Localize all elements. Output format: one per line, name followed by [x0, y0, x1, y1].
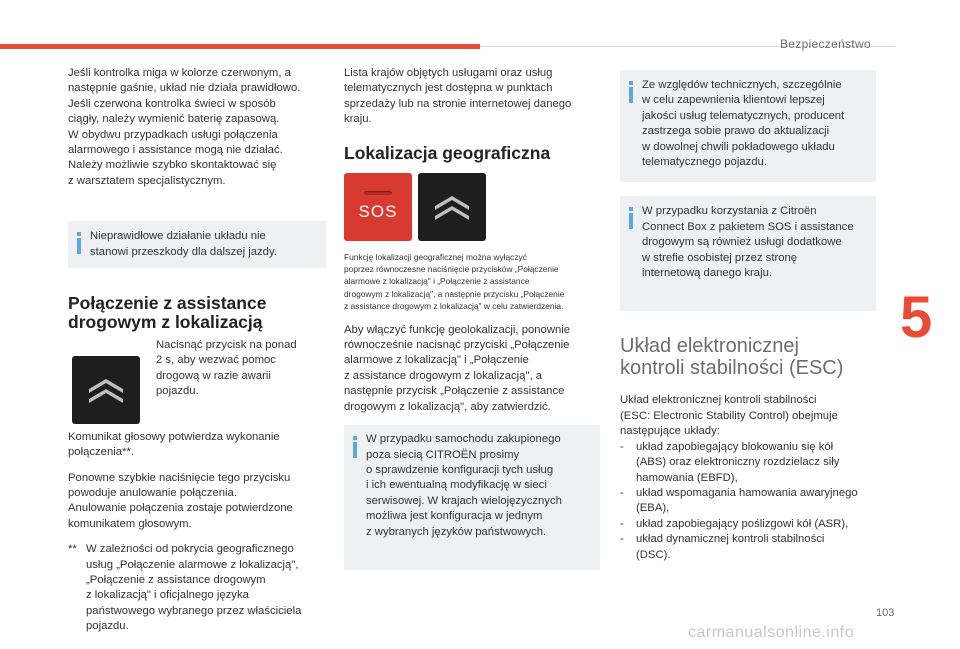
citroen-chevron-icon [87, 375, 125, 405]
text-line: hamowania (EBFD), [636, 471, 738, 484]
text-line: Należy możliwie szybko skontaktować się [68, 159, 277, 172]
text-line: z assistance drogowym z lokalizacją", a [344, 369, 543, 382]
footnote-mark: ** [68, 543, 77, 556]
text-line: poprzez równoczesne naciśnięcie przycisków „Połączenie [344, 264, 559, 275]
text-line: Connect Box z pakietem SOS i assistance [642, 220, 854, 233]
text-line: Ponowne szybkie naciśnięcie tego przycisku [68, 471, 291, 484]
text-line: W przypadku korzystania z Citroën [642, 205, 817, 218]
text-line: (DSC). [636, 548, 671, 561]
text-line: kontroli stabilności (ESC) [620, 357, 844, 380]
text-line: z warsztatem specjalistycznym. [68, 174, 226, 187]
section-title: Bezpieczeństwo [780, 37, 871, 51]
text-line: komunikatem głosowym. [68, 517, 192, 530]
text-line: Połączenie z assistance [68, 293, 267, 314]
sos-label: SOS [358, 202, 398, 222]
text-line: Funkcję lokalizacji geograficznej można wyłączyć [344, 251, 527, 262]
note-text [366, 432, 590, 540]
press-instruction [156, 338, 297, 400]
text-line: W zależności od pokrycia geograficznego [86, 543, 294, 556]
text-line: W przypadku samochodu zakupionego [366, 433, 561, 446]
text-line: równocześnie nacisnąć przyciski „Połączenie [344, 339, 570, 352]
text-line: układ dynamicznej kontroli stabilności [636, 533, 825, 546]
text-line: następnie przycisk „Połączenie z assistance [344, 385, 565, 398]
text-line: (ABS) oraz elektroniczny rozdzielacz siły [636, 456, 840, 469]
text-line: telematycznych jest dostępna w punktach [344, 82, 553, 95]
text-line: 2 s, aby wezwać pomoc [156, 354, 276, 367]
assistance-button-image-2 [418, 173, 486, 241]
esc-heading [620, 335, 876, 379]
text-line: w dowolnej chwili pokładowego układu [642, 140, 835, 153]
text-line: następnie gaśnie, układ nie działa prawidłowo. [68, 82, 301, 95]
note-text [90, 229, 316, 260]
text-line: pojazdu. [156, 385, 199, 398]
info-note-technical [620, 70, 876, 182]
text-line: połączenia**. [68, 446, 134, 459]
text-line: alarmowe z lokalizacją" i „Połączenie [344, 354, 529, 367]
text-line: Ze względów technicznych, szczególnie [642, 79, 842, 91]
list-item [620, 517, 876, 532]
note-text [642, 204, 866, 281]
text-line: układ zapobiegający poślizgowi kół (ASR), [636, 517, 849, 530]
text-line: drogową w razie awarii [156, 369, 271, 382]
sos-button-image [344, 173, 412, 241]
enable-geolocation-paragraph [344, 323, 600, 415]
footnote-text [86, 542, 301, 634]
assistance-call-row [68, 338, 326, 400]
text-line: serwisowej. W krajach wielojęzycznych [366, 494, 562, 507]
list-item [620, 440, 876, 486]
confirmation-text [68, 430, 326, 461]
text-line: w celu zapewnienia klientowi lepszej [642, 94, 825, 107]
text-line: następujące układy: [620, 425, 720, 438]
esc-systems-list [620, 440, 876, 563]
citroen-chevron-icon [433, 192, 471, 222]
text-line: możliwa jest konfiguracja w jednym [366, 510, 543, 523]
text-line: z assistance drogowym z lokalizacją" w celu zatwierdzenia. [344, 301, 564, 312]
text-line: zastrzega sobie prawo do aktualizacji [642, 125, 830, 138]
text-line: alarmowego i assistance mogą nie działać. [68, 144, 283, 157]
text-line: internetową danego kraju. [642, 267, 773, 280]
text-line: Aby włączyć funkcję geolokalizacji, ponownie [344, 323, 571, 336]
note-text [642, 78, 866, 170]
text-line: drogowym z lokalizacją [68, 312, 263, 333]
info-note-citroen-network [344, 425, 600, 570]
geolocation-buttons [344, 173, 600, 241]
text-line: drogowym są również usługi dodatkowe [642, 236, 842, 249]
text-line: (EBA), [636, 502, 670, 515]
text-line: Anulowanie połączenia zostaje potwierdzone [68, 502, 293, 515]
text-line: poza siecią CITROËN prosimy [366, 448, 520, 461]
info-icon [629, 81, 633, 103]
text-line: państwowego wybranego przez właściciela [86, 604, 302, 617]
text-line: sprzedaży lub na stronie internetowej danego [344, 97, 572, 110]
text-line: usług „Połączenie alarmowe z lokalizacją", [86, 558, 299, 571]
text-line: Lista krajów objętych usługami oraz usług [344, 67, 553, 79]
text-line: układ zapobiegający blokowaniu się kół [636, 440, 834, 453]
text-line: W obydwu przypadkach usługi połączenia [68, 128, 278, 141]
list-item [620, 532, 876, 563]
geolocation-caption [344, 251, 600, 313]
text-line: telematycznego pojazdu. [642, 156, 767, 169]
assistance-heading [68, 294, 326, 332]
text-line: pojazdu. [86, 620, 129, 633]
text-line: powoduje anulowanie połączenia. [68, 486, 237, 499]
cancel-text [68, 471, 326, 533]
text-line: i ich ewentualną modyfikację w sieci [366, 479, 547, 492]
text-line: z lokalizacją" i oficjalnego języka [86, 589, 249, 602]
text-line: z wybranych języków państwowych. [366, 525, 547, 538]
column-1 [68, 66, 326, 635]
sos-button-slot [364, 191, 392, 195]
text-line: „Połączenie z assistance drogowym [86, 573, 266, 586]
text-line: stanowi przeszkody dla dalszej jazdy. [90, 245, 277, 258]
text-line: ciągły, należy wymienić baterię zapasową. [68, 113, 280, 126]
text-line: Jeśli czerwona kontrolka świeci w sposób [68, 97, 276, 110]
info-note-malfunction [68, 221, 326, 268]
text-line: Układ elektronicznej [620, 335, 799, 358]
info-icon [353, 436, 357, 458]
text-line: jakości usług telematycznych, producent [642, 109, 845, 122]
page-number: 103 [876, 607, 895, 619]
text-line: drogowym z lokalizacją", aby zatwierdzić. [344, 400, 551, 413]
text-line: (ESC: Electronic Stability Control) obejmuje [620, 409, 838, 422]
list-item [620, 486, 876, 517]
warning-light-paragraph [68, 66, 326, 189]
text-line: Nacisnąć przycisk na ponad [156, 339, 297, 352]
watermark: carmanualsonline.info [688, 624, 855, 641]
geolocation-heading: Lokalizacja geograficzna [344, 142, 551, 163]
text-line: o sprawdzenie konfiguracji tych usług [366, 463, 554, 476]
footnote [68, 542, 326, 634]
info-icon [77, 232, 81, 254]
text-line: Jeśli kontrolka miga w kolorze czerwonym, a [68, 67, 291, 79]
text-line: układ wspomagania hamowania awaryjnego [636, 486, 858, 499]
text-line: Nieprawidłowe działanie układu nie [90, 230, 266, 243]
text-line: alarmowe z lokalizacją" i „Połączenie z assistance [344, 276, 530, 287]
info-note-connect-box [620, 196, 876, 311]
text-line: kraju. [344, 113, 372, 126]
assistance-button-image [72, 356, 140, 424]
top-accent-bar [0, 44, 480, 49]
info-icon [629, 207, 633, 229]
text-line: Układ elektronicznej kontroli stabilności [620, 394, 817, 407]
esc-intro [620, 393, 876, 439]
text-line: drogowym z lokalizacją", a następnie przycisku „Połączenie [344, 288, 565, 299]
text-line: w strefie osobistej przez stronę [642, 251, 798, 264]
text-line: Komunikat głosowy potwierdza wykonanie [68, 430, 280, 443]
chapter-number: 5 [900, 285, 933, 350]
countries-paragraph [344, 66, 600, 128]
column-2 [344, 66, 600, 584]
column-3 [620, 66, 876, 563]
